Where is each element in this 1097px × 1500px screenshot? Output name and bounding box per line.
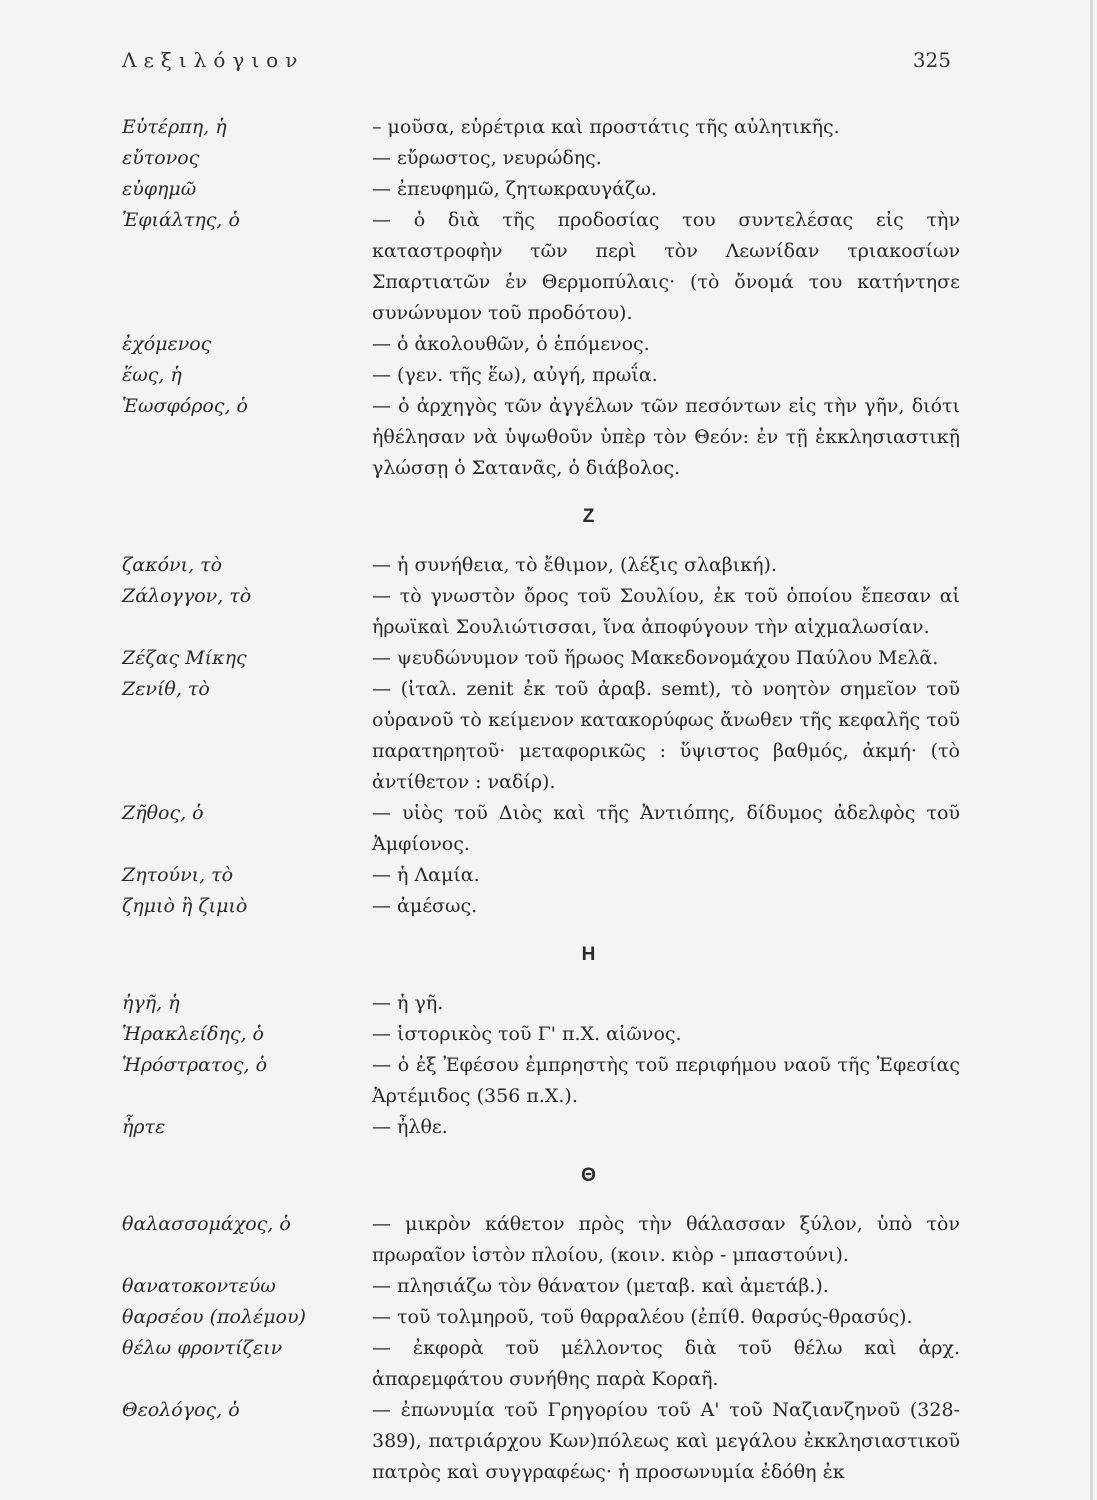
running-title: Λεξιλόγιον (122, 48, 305, 72)
glossary-entry (0, 891, 1097, 922)
glossary-entry (0, 174, 1097, 205)
glossary-entry (0, 581, 1097, 643)
glossary-entry (0, 391, 1097, 484)
entry-term: ἠγῆ, ἡ (122, 992, 180, 1014)
entry-term: Ζέζας Μίκης (122, 647, 247, 669)
entry-definition: — μικρὸν κάθετον πρὸς τὴν θάλασσαν ξύλον, ὑπὸ τὸν πρωραῖον ἱστὸν πλοίου, (κοιν. κιὸρ - μπαστούνι). (372, 1213, 960, 1266)
entry-term: Ἡρόστρατος, ὁ (122, 1054, 268, 1076)
entry-definition: — ἡ γῆ. (372, 992, 444, 1014)
entry-definition: — ἡ Λαμία. (372, 864, 480, 886)
entry-definition: — εὔρωστος, νευρώδης. (372, 147, 602, 169)
entry-term: Ζῆθος, ὁ (122, 802, 204, 824)
entry-definition: — ἱστορικὸς τοῦ Γ' π.Χ. αἰῶνος. (372, 1023, 682, 1045)
entry-definition: — ἐπωνυμία τοῦ Γρηγορίου τοῦ Α' τοῦ Ναζιανζηνοῦ (328-389), πατριάρχου Κων)πόλεως καὶ μεγάλου ἐκκλησιαστικοῦ πατρὸς καὶ συγγραφέως· ἡ προσωνυμία ἐδόθη ἐκ (372, 1399, 960, 1483)
entry-term: εὔτονος (122, 147, 200, 169)
glossary-entries (0, 112, 1097, 1488)
section-letter: Z (582, 506, 595, 527)
glossary-entry (0, 860, 1097, 891)
entry-definition: — ἡ συνήθεια, τὸ ἔθιμον, (λέξις σλαβική). (372, 554, 777, 576)
entry-definition: — ἀμέσως. (372, 895, 478, 917)
entry-definition: — τὸ γνωστὸν ὄρος τοῦ Σουλίου, ἐκ τοῦ ὁποίου ἔπεσαν αἱ ἡρωϊκαὶ Σουλιώτισσαι, ἵνα ἀποφύγουν τὴν αἰχμαλωσίαν. (372, 585, 960, 638)
entry-definition: — (ἰταλ. zenit ἐκ τοῦ ἀραβ. semt), τὸ νοητὸν σημεῖον τοῦ οὐρανοῦ τὸ κείμενον κατακορύφως ἄνωθεν τῆς κεφαλῆς τοῦ παρατηρητοῦ· μεταφορικῶς : ὕψιστος βαθμός, ἀκμή· (τὸ ἀντίθετον : ναδίρ). (372, 678, 960, 793)
page-number: 325 (912, 48, 951, 72)
entry-definition: — ὁ διὰ τῆς προδοσίας του συντελέσας εἰς τὴν καταστροφὴν τῶν περὶ τὸν Λεωνίδαν τριακοσίων Σπαρτιατῶν ἐν Θερμοπύλαις· (τὸ ὄνομά του κατήντησε συνώνυμον τοῦ προδότου). (372, 209, 960, 324)
glossary-entry (0, 1302, 1097, 1333)
entry-definition: — ἦλθε. (372, 1116, 448, 1138)
entry-term: Θεολόγος, ὁ (122, 1399, 240, 1421)
glossary-entry (0, 360, 1097, 391)
entry-term: ἕως, ἡ (122, 364, 182, 386)
entry-definition: — ὁ ἐξ Ἐφέσου ἐμπρηστὴς τοῦ περιφήμου ναοῦ τῆς Ἐφεσίας Ἀρτέμιδος (356 π.Χ.). (372, 1054, 960, 1107)
entry-term: ζακόνι, τὸ (122, 554, 223, 576)
entry-definition: — ἐκφορὰ τοῦ μέλλοντος διὰ τοῦ θέλω καὶ ἀρχ. ἀπαρεμφάτου συνήθης παρὰ Κοραῆ. (372, 1337, 960, 1390)
glossary-entry (0, 1050, 1097, 1112)
glossary-entry (0, 1271, 1097, 1302)
glossary-entry (0, 988, 1097, 1019)
entry-term: Ἡρακλείδης, ὁ (122, 1023, 264, 1045)
glossary-entry (0, 674, 1097, 798)
entry-definition: — πλησιάζω τὸν θάνατον (μεταβ. καὶ ἀμετάβ.). (372, 1275, 829, 1297)
entry-term: εὐφημῶ (122, 178, 197, 200)
entry-term: Ζητούνι, τὸ (122, 864, 234, 886)
entry-term: θέλω φροντίζειν (122, 1337, 283, 1359)
entry-term: θαρσέου (πολέμου) (122, 1306, 306, 1328)
page-edge (1090, 0, 1093, 1500)
entry-term: Ζάλογγον, τὸ (122, 585, 252, 607)
glossary-entry (0, 1333, 1097, 1395)
glossary-entry (0, 643, 1097, 674)
entry-definition: – μοῦσα, εὑρέτρια καὶ προστάτις τῆς αὐλητικῆς. (372, 116, 840, 138)
entry-definition: — ὁ ἀκολουθῶν, ὁ ἑπόμενος. (372, 333, 650, 355)
glossary-entry (0, 143, 1097, 174)
glossary-entry (0, 1209, 1097, 1271)
glossary-entry (0, 798, 1097, 860)
entry-definition: — υἱὸς τοῦ Διὸς καὶ τῆς Ἀντιόπης, δίδυμος ἀδελφὸς τοῦ Ἀμφίονος. (372, 802, 960, 855)
glossary-entry (0, 112, 1097, 143)
entry-term: θανατοκοντεύω (122, 1275, 276, 1297)
entry-term: Ἐφιάλτης, ὁ (122, 209, 240, 231)
glossary-entry (0, 1019, 1097, 1050)
glossary-entry (0, 1395, 1097, 1488)
entry-term: θαλασσομάχος, ὁ (122, 1213, 291, 1235)
entry-term: Εὐτέρπη, ἡ (122, 116, 227, 138)
entry-definition: — τοῦ τολμηροῦ, τοῦ θαρραλέου (ἐπίθ. θαρσύς-θρασύς). (372, 1306, 913, 1328)
glossary-entry (0, 205, 1097, 329)
entry-term: ζημιὸ ἢ ζιμιὸ (122, 895, 248, 917)
entry-term: ἦρτε (122, 1116, 166, 1138)
entry-definition: — ψευδώνυμον τοῦ ἥρωος Μακεδονομάχου Παύλου Μελᾶ. (372, 647, 939, 669)
glossary-entry (0, 1112, 1097, 1143)
section-letter: Θ (581, 1165, 596, 1186)
section-letter: H (581, 944, 596, 965)
entry-term: Ἑωσφόρος, ὁ (122, 395, 248, 417)
glossary-entry (0, 329, 1097, 360)
glossary-entry (0, 550, 1097, 581)
entry-definition: — ἐπευφημῶ, ζητωκραυγάζω. (372, 178, 657, 200)
entry-definition: — ὁ ἀρχηγὸς τῶν ἀγγέλων τῶν πεσόντων εἰς τὴν γῆν, διότι ἠθέλησαν νὰ ὑψωθοῦν ὑπὲρ τὸν Θεόν: ἐν τῇ ἐκκλησιαστικῇ γλώσσῃ ὁ Σατανᾶς, ὁ διάβολος. (372, 395, 960, 479)
entry-term: Ζενίθ, τὸ (122, 678, 210, 700)
entry-term: ἐχόμενος (122, 333, 212, 355)
entry-definition: — (γεν. τῆς ἕω), αὐγή, πρωΐα. (372, 364, 658, 386)
